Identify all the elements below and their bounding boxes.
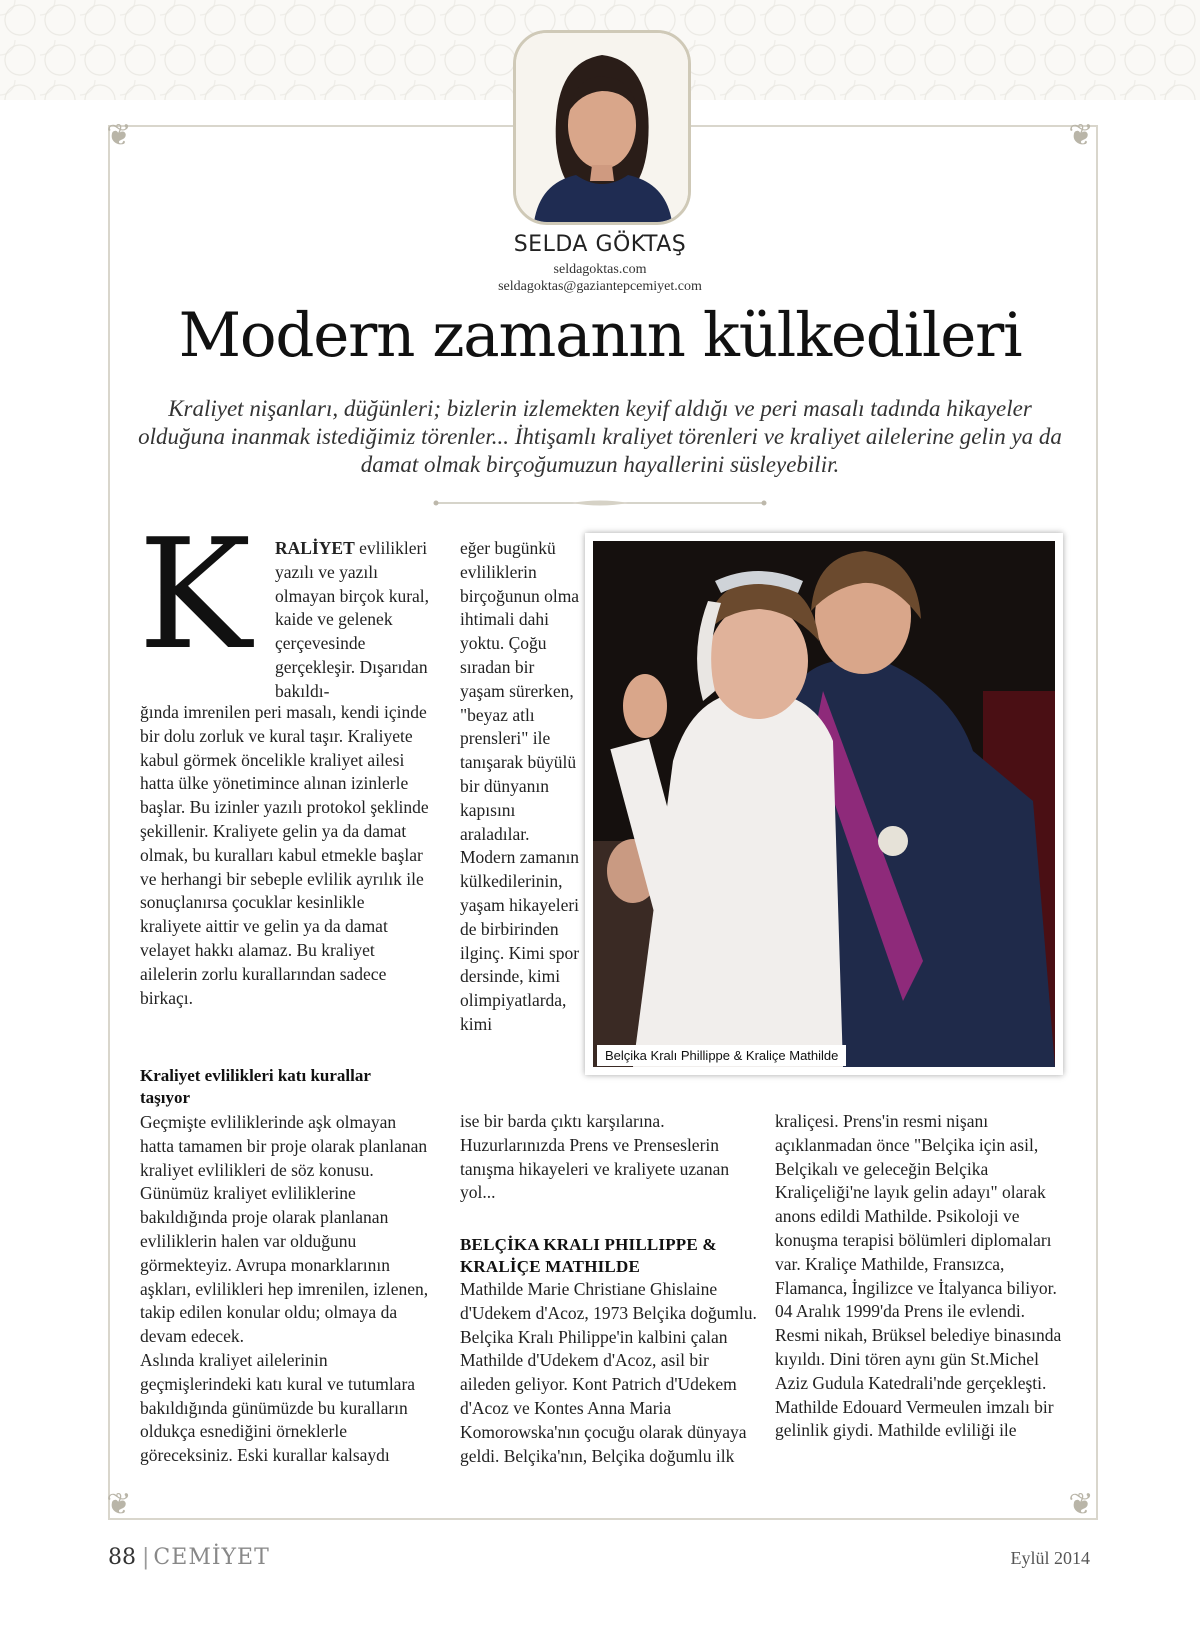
corner-ornament-icon: ❦ bbox=[1068, 1488, 1094, 1521]
column-3-text bbox=[775, 1110, 1065, 1443]
intro-paragraph bbox=[275, 537, 435, 704]
paragraph: 04 Aralık 1999'da Prens ile evlendi. Resmi nikah, Brüksel belediye binasında kıyıldı. Dini tören aynı gün St.Michel Aziz Gudula Katedrali'nde gerçekleşti. Mathilde Edouard Vermeulen imzalı bir gelinlik giydi. Mathilde evliliği ile bbox=[775, 1301, 1062, 1441]
column-2-lower-text bbox=[460, 1278, 760, 1468]
corner-ornament-icon: ❦ bbox=[106, 119, 132, 152]
author-portrait-image bbox=[516, 33, 688, 222]
author-website-link[interactable]: seldagoktas.com bbox=[553, 262, 647, 277]
intro-caps: RALİYET bbox=[275, 538, 355, 558]
paragraph: ise bir barda çıktı karşılarına. Huzurlarınızda Prens ve Prenseslerin tanışma hikayeleri ve kraliyete uzanan yol... bbox=[460, 1111, 730, 1203]
section-divider bbox=[432, 500, 768, 506]
drop-cap: K bbox=[138, 506, 252, 683]
issue-date: Eylül 2014 bbox=[1010, 1548, 1090, 1568]
column-1-text bbox=[140, 701, 430, 1010]
subheading: Kraliyet evlilikleri katı kurallar taşıyor bbox=[140, 1066, 371, 1107]
corner-ornament-icon: ❦ bbox=[106, 1488, 132, 1521]
author-name: SELDA GÖKTAŞ bbox=[513, 232, 687, 257]
subheading: BELÇİKA KRALI PHILLIPPE & KRALİÇE MATHILDE bbox=[460, 1235, 717, 1276]
column-2-narrow-text bbox=[460, 537, 580, 1037]
paragraph: Mathilde Marie Christiane Ghislaine d'Udekem d'Acoz, 1973 Belçika doğumlu. Belçika Kralı Philippe'in kalbini çalan Mathilde d'Udekem d'Acoz, asil bir aileden geliyor. Kont Patrich d'Udekem d'Acoz ve Kontes Anna Maria Komorowska'nın çocuğu olarak dünyaya geldi. Belçika'nın, Belçika doğumlu ilk bbox=[460, 1279, 757, 1466]
page-number: 88 bbox=[108, 1545, 136, 1570]
article-lead: Kraliyet nişanları, düğünleri; bizlerin izlemekten keyif aldığı ve peri masalı tadında hikayeler olduğuna inanmak istediğimiz törenler... İhtişamlı kraliyet törenleri ve kraliyet ailelerine gelin ya da damat olmak birçoğumuzun hayallerini süsleyebilir. bbox=[138, 396, 1062, 477]
royal-wedding-photo bbox=[593, 541, 1055, 1067]
author-portrait bbox=[513, 30, 691, 225]
paragraph: kraliçesi. Prens'in resmi nişanı açıklanmadan önce "Belçika için asil, Belçikalı ve geleceğin Belçika Kraliçeliği'ne layık gelin adayı" olarak anons edildi Mathilde. Psikoloji ve konuşma terapisi bölümleri diplomaları var. Kraliçe Mathilde, Fransızca, Flamanca, İngilizce ve İtalyanca biliyor. bbox=[775, 1111, 1057, 1298]
photo-card bbox=[585, 533, 1063, 1075]
column-1-lower-text bbox=[140, 1111, 430, 1468]
photo-caption: Belçika Kralı Phillippe & Kraliçe Mathilde bbox=[597, 1045, 846, 1066]
page-footer bbox=[108, 1545, 270, 1570]
article-title: Modern zamanın külkedileri bbox=[178, 300, 1022, 371]
intro-text: evlilikleri yazılı ve yazılı olmayan birçok kural, kaide ve gelenek çerçevesinde gerçekleşir. Dışarıdan bakıldı- bbox=[275, 538, 430, 701]
paragraph: Geçmişte evliliklerinde aşk olmayan hatta tamamen bir proje olarak planlanan kraliyet evlilikleri de söz konusu. Günümüz kraliyet evliliklerine bakıldığında proje olarak planlanan evliliklerin halen var olduğunu görmekteyiz. Avrupa monarklarının aşkları, evlilikleri hep imrenilen, izlenen, takip edilen konular oldu; olmaya da devam edecek. bbox=[140, 1112, 429, 1347]
magazine-name: CEMİYET bbox=[153, 1545, 270, 1570]
paragraph: eğer bugünkü evliliklerin birçoğunun olma ihtimali dahi yoktu. Çoğu sıradan bir yaşam sürerken, "beyaz atlı prensleri" ile tanışarak büyülü bir dünyanın kapısını araladılar. Modern zamanın külkedilerinin, yaşam hikayeleri de birbirinden ilginç. Kimi spor dersinde, kimi olimpiyatlarda, kimi bbox=[460, 538, 580, 1034]
footer-separator: | bbox=[142, 1545, 150, 1570]
paragraph: ğında imrenilen peri masalı, kendi içinde bir dolu zorluk ve kural taşır. Kraliyete kabul görmek öncelikle kraliyet ailesi hatta ülke yönetimince alınan izinlerle başlar. Bu izinler yazılı protokol şeklinde şekillenir. Kraliyete gelin ya da damat olmak, bu kuralları kabul etmekle başlar ve herhangi bir sebeple evlilik ayrılık ile sonuçlanırsa çocuklar kesinlikle kraliyete aittir ve gelin ya da damat velayet hakkı alamaz. Bu kraliyet ailelerin zorlu kurallarından sadece birkaçı. bbox=[140, 702, 429, 1008]
author-email-link[interactable]: seldagoktas@gaziantepcemiyet.com bbox=[498, 279, 702, 294]
column-2-text bbox=[460, 1110, 760, 1205]
paragraph: Aslında kraliyet ailelerinin geçmişlerindeki katı kural ve tutumlara bakıldığında günümüzde bu kuralların oldukça esnediğini örneklerle göreceksiniz. Eski kurallar kalsaydı bbox=[140, 1349, 416, 1466]
corner-ornament-icon: ❦ bbox=[1068, 119, 1094, 152]
